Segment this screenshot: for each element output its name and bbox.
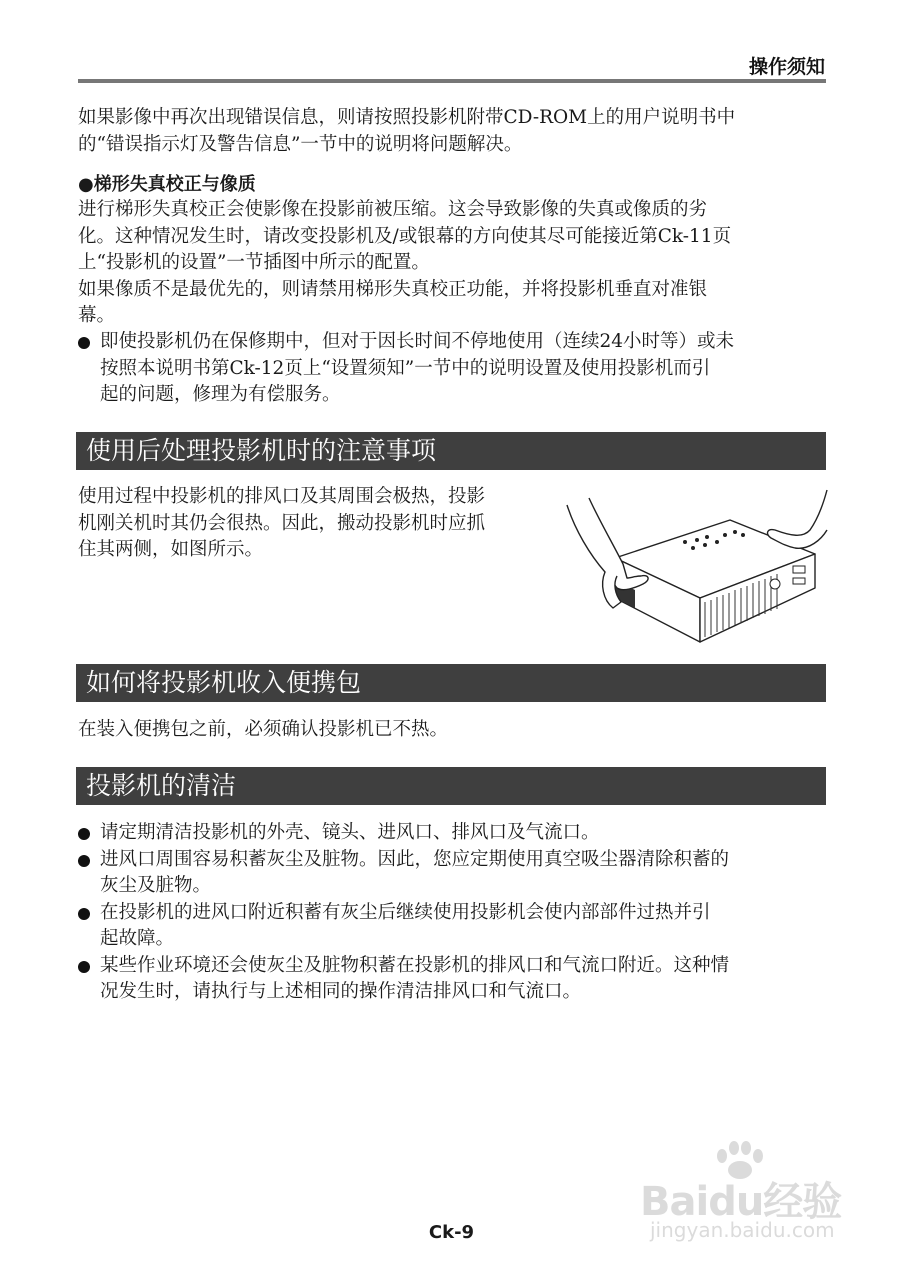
cleaning-item-text: 在投影机的进风口附近积蓄有灰尘后继续使用投影机会使内部部件过热并引 — [100, 901, 711, 923]
intro-line-2: 的“错误指示灯及警告信息”一节中的说明将问题解决。 — [78, 133, 523, 155]
watermark-url: jingyan.baidu.com — [650, 1218, 835, 1242]
cleaning-item-text: 况发生时，请执行与上述相同的操作清洁排风口和气流口。 — [100, 981, 582, 1002]
keystone-line-5: 幕。 — [78, 305, 116, 326]
section-title-bag: 如何将投影机收入便携包 — [76, 664, 826, 702]
warranty-note — [78, 329, 828, 409]
intro-line-1: 如果影像中再次出现错误信息，则请按照投影机附带CD-ROM上的用户说明书中 — [78, 107, 736, 128]
projector-carry-illustration — [565, 480, 830, 660]
section-title-cleaning: 投影机的清洁 — [76, 767, 826, 805]
page-number: Ck-9 — [428, 1222, 475, 1243]
handling-line-1: 使用过程中投影机的排风口及其周围会极热，投影 — [78, 486, 486, 507]
keystone-line-1: 进行梯形失真校正会使影像在投影前被压缩。这会导致影像的失真或像质的劣 — [78, 199, 708, 220]
cleaning-item-text: 某些作业环境还会使灰尘及脏物积蓄在投影机的排风口和气流口附近。这种情 — [100, 954, 730, 976]
keystone-paragraph — [78, 197, 828, 330]
warranty-line-2: 按照本说明书第Ck-12页上“设置须知”一节中的说明设置及使用投影机而引 — [100, 357, 711, 379]
bullet-icon — [78, 855, 90, 867]
handling-line-3: 住其两侧，如图所示。 — [78, 539, 264, 560]
list-item — [78, 953, 828, 1006]
warranty-line-3: 起的问题，修理为有偿服务。 — [100, 384, 341, 405]
section-title-handling: 使用后处理投影机时的注意事项 — [76, 432, 826, 470]
cleaning-item-text: 起故障。 — [100, 928, 175, 949]
watermark-brand: Baidu经验 — [640, 1179, 842, 1225]
list-item — [78, 329, 828, 409]
warranty-line-1: 即使投影机仍在保修期中，但对于因长时间不停地使用（连续24小时等）或未 — [100, 331, 735, 352]
cleaning-item-text: 请定期清洁投影机的外壳、镜头、进风口、排风口及气流口。 — [100, 822, 600, 843]
page-header-title: 操作须知 — [748, 56, 825, 78]
keystone-line-4: 如果像质不是最优先的，则请禁用梯形失真校正功能，并将投影机垂直对准银 — [78, 278, 708, 300]
cleaning-list — [78, 820, 828, 1006]
bullet-icon — [78, 908, 90, 920]
bag-line-1: 在装入便携包之前，必须确认投影机已不热。 — [78, 719, 449, 740]
keystone-line-3: 上“投影机的设置”一节插图中所示的配置。 — [78, 252, 430, 273]
list-item — [78, 900, 828, 953]
intro-paragraph — [78, 105, 828, 158]
keystone-heading: ●梯形失真校正与像质 — [78, 174, 256, 195]
cleaning-item-text: 进风口周围容易积蓄灰尘及脏物。因此，您应定期使用真空吸尘器清除积蓄的 — [100, 848, 730, 870]
keystone-line-2: 化。这种情况发生时，请改变投影机及/或银幕的方向使其尽可能接近第Ck-11页 — [78, 225, 732, 247]
bullet-icon — [78, 828, 90, 840]
list-item — [78, 847, 828, 900]
bullet-icon — [78, 337, 90, 349]
bullet-icon — [78, 961, 90, 973]
bag-paragraph — [78, 717, 828, 744]
handling-line-2: 机刚关机时其仍会很热。因此，搬动投影机时应抓 — [78, 512, 486, 534]
cleaning-item-text: 灰尘及脏物。 — [100, 875, 212, 896]
header-rule — [78, 79, 826, 83]
handling-paragraph — [78, 484, 558, 564]
list-item — [78, 820, 828, 847]
